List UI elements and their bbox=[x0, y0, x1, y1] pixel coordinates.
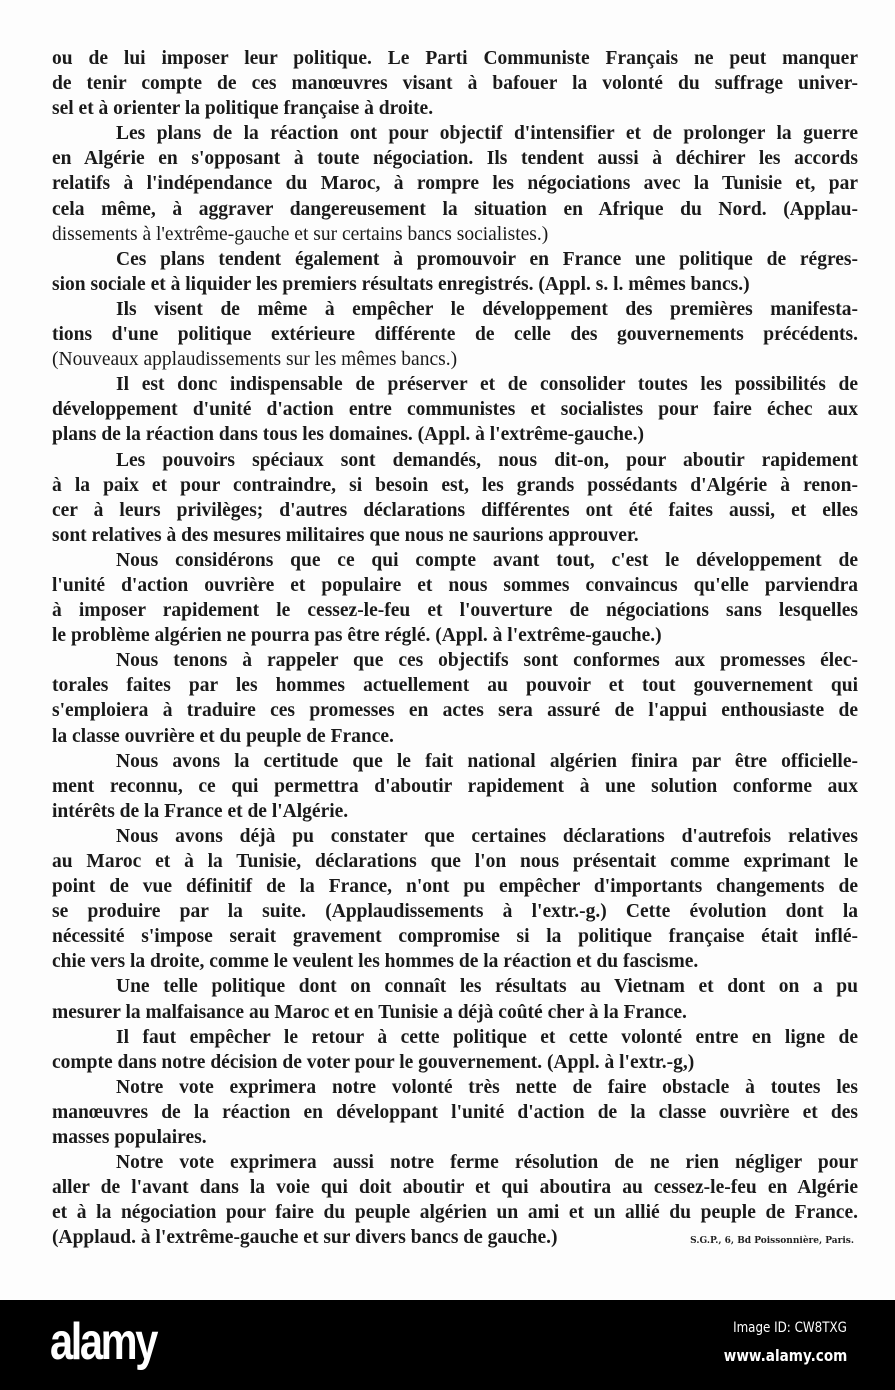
text-line-content: intérêts de la France et de l'Algérie. bbox=[52, 800, 349, 822]
image-id: Image ID: CW8TXG bbox=[733, 1320, 847, 1336]
text-line bbox=[52, 1200, 858, 1225]
text-line bbox=[52, 1025, 858, 1050]
text-line bbox=[52, 824, 858, 849]
text-line-content: nécessité s'impose serait gravement compromise si la politique française était inflé- bbox=[52, 926, 858, 948]
text-line-content: la classe ouvrière et du peuple de France. bbox=[52, 725, 394, 747]
text-line bbox=[52, 523, 858, 548]
text-line-content: cer à leurs privilèges; d'autres déclarations différentes ont été faites aussi, et elles bbox=[52, 499, 858, 521]
text-line bbox=[52, 146, 858, 171]
text-line bbox=[52, 422, 858, 447]
text-line bbox=[52, 1050, 858, 1075]
text-line-content: chie vers la droite, comme le veulent les hommes de la réaction et du fascisme. bbox=[52, 951, 699, 973]
text-line bbox=[52, 749, 858, 774]
text-line bbox=[52, 1125, 858, 1150]
closing-line bbox=[52, 1225, 858, 1250]
text-line bbox=[52, 71, 858, 96]
text-line bbox=[52, 272, 858, 297]
text-line-content: Ils visent de même à empêcher le développement des premières manifesta- bbox=[116, 298, 858, 320]
text-line-content: masses populaires. bbox=[52, 1127, 207, 1149]
text-line bbox=[52, 799, 858, 824]
document-body bbox=[52, 46, 858, 1251]
text-line bbox=[52, 121, 858, 146]
text-line bbox=[52, 372, 858, 397]
text-line bbox=[52, 46, 858, 71]
text-line-content: Les pouvoirs spéciaux sont demandés, nous dit-on, pour aboutir rapidement bbox=[116, 449, 858, 471]
text-line-content: torales faites par les hommes actuellement au pouvoir et tout gouvernement qui bbox=[52, 675, 858, 697]
text-line-content: à la paix et pour contraindre, si besoin est, les grands possédants d'Algérie à renon- bbox=[52, 474, 858, 496]
watermark-bar bbox=[0, 1300, 895, 1390]
text-line bbox=[52, 397, 858, 422]
text-line bbox=[52, 548, 858, 573]
text-line bbox=[52, 598, 858, 623]
text-line-content: sel et à orienter la politique française à droite. bbox=[52, 98, 434, 120]
text-line-content: Nous tenons à rappeler que ces objectifs sont conformes aux promesses élec- bbox=[116, 650, 858, 672]
text-line bbox=[52, 222, 858, 247]
text-line-content: l'unité d'action ouvrière et populaire et nous sommes convaincus qu'elle parviendra bbox=[52, 574, 858, 596]
text-line-content: mesurer la malfaisance au Maroc et en Tunisie a déjà coûté cher à la France. bbox=[52, 1001, 687, 1023]
text-line bbox=[52, 347, 858, 372]
text-line-content: Notre vote exprimera notre volonté très nette de faire obstacle à toutes les bbox=[116, 1076, 858, 1098]
text-line-content: aller de l'avant dans la voie qui doit aboutir et qui aboutira au cessez-le-feu en Algérie bbox=[52, 1177, 858, 1199]
text-line-content: (Nouveaux applaudissements sur les mêmes bancs.) bbox=[52, 349, 458, 371]
text-line-content: Les plans de la réaction ont pour objectif d'intensifier et de prolonger la guerre bbox=[116, 123, 858, 145]
text-line bbox=[52, 322, 858, 347]
text-line bbox=[52, 974, 858, 999]
text-line-content: compte dans notre décision de voter pour le gouvernement. (Appl. à l'extr.-g,) bbox=[52, 1051, 695, 1073]
alamy-logo: alamy bbox=[50, 1313, 156, 1371]
text-line-content: à imposer rapidement le cessez-le-feu et l'ouverture de négociations sans lesquelles bbox=[52, 600, 858, 622]
text-line bbox=[52, 573, 858, 598]
text-line-content: manœuvres de la réaction en développant l'unité d'action de la classe ouvrière et des bbox=[52, 1101, 858, 1123]
text-line-content: plans de la réaction dans tous les domaines. (Appl. à l'extrême-gauche.) bbox=[52, 424, 645, 446]
text-line bbox=[52, 949, 858, 974]
text-line-content: et à la négociation pour faire du peuple algérien un ami et un allié du peuple de France. bbox=[52, 1202, 858, 1224]
text-line bbox=[52, 197, 858, 222]
text-line bbox=[52, 623, 858, 648]
text-line bbox=[52, 648, 858, 673]
text-line-content: Nous considérons que ce qui compte avant tout, c'est le développement de bbox=[116, 549, 858, 571]
text-line bbox=[52, 924, 858, 949]
text-line bbox=[52, 473, 858, 498]
text-line bbox=[52, 96, 858, 121]
text-line bbox=[52, 247, 858, 272]
text-line-content: Notre vote exprimera aussi notre ferme résolution de ne rien négliger pour bbox=[116, 1152, 858, 1174]
text-line bbox=[52, 1100, 858, 1125]
text-line-content: Nous avons la certitude que le fait national algérien finira par être officielle- bbox=[116, 750, 858, 772]
text-line-content: Une telle politique dont on connaît les résultats au Vietnam et dont on a pu bbox=[116, 976, 858, 998]
text-line-content: ment reconnu, ce qui permettra d'aboutir rapidement à une solution conforme aux bbox=[52, 775, 858, 797]
text-line bbox=[52, 849, 858, 874]
text-line-content: relatifs à l'indépendance du Maroc, à rompre les négociations avec la Tunisie et, par bbox=[52, 173, 858, 195]
text-line-content: sion sociale et à liquider les premiers résultats enregistrés. (Appl. s. l. mêmes bancs.) bbox=[52, 273, 750, 295]
text-line-content: dissements à l'extrême-gauche et sur certains bancs socialistes.) bbox=[52, 223, 549, 245]
text-line-content: de tenir compte de ces manœuvres visant à bafouer la volonté du suffrage univer- bbox=[52, 73, 858, 95]
text-line bbox=[52, 874, 858, 899]
text-line bbox=[52, 698, 858, 723]
text-line-content: point de vue définitif de la France, n'ont pu empêcher d'importants changements de bbox=[52, 876, 858, 898]
text-line-content: Nous avons déjà pu constater que certaines déclarations d'autrefois relatives bbox=[116, 825, 858, 847]
text-line bbox=[52, 899, 858, 924]
text-line bbox=[52, 1175, 858, 1200]
site-url: www.alamy.com bbox=[723, 1346, 847, 1365]
text-line-content: s'emploiera à traduire ces promesses en actes sera assuré de l'appui enthousiaste de bbox=[52, 700, 858, 722]
text-line bbox=[52, 1075, 858, 1100]
text-line bbox=[52, 1150, 858, 1175]
text-line-content: au Maroc et à la Tunisie, déclarations que l'on nous présentait comme exprimant le bbox=[52, 851, 858, 872]
text-line-content: Il faut empêcher le retour à cette politique et cette volonté entre en ligne de bbox=[116, 1026, 858, 1048]
text-line-content: tions d'une politique extérieure différente de celle des gouvernements précédents. bbox=[52, 324, 858, 346]
text-line-content: en Algérie en s'opposant à toute négociation. Ils tendent aussi à déchirer les accords bbox=[52, 148, 858, 170]
text-line-content: développement d'unité d'action entre communistes et socialistes pour faire échec aux bbox=[52, 399, 858, 421]
text-line-content: sont relatives à des mesures militaires que nous ne saurions approuver. bbox=[52, 524, 639, 546]
text-line bbox=[52, 673, 858, 698]
text-line bbox=[52, 774, 858, 799]
text-line bbox=[52, 1000, 858, 1025]
text-line-content: se produire par la suite. (Applaudissements à l'extr.-g.) Cette évolution dont la bbox=[52, 901, 858, 923]
text-line bbox=[52, 498, 858, 523]
text-line-content: cela même, à aggraver dangereusement la situation en Afrique du Nord. (Applau- bbox=[52, 198, 858, 220]
closing-applause: (Applaud. à l'extrême-gauche et sur divers bancs de gauche.) bbox=[52, 1227, 558, 1249]
text-line-content: le problème algérien ne pourra pas être réglé. (Appl. à l'extrême-gauche.) bbox=[52, 625, 662, 647]
text-line bbox=[52, 448, 858, 473]
text-line bbox=[52, 171, 858, 196]
text-line-content: Ces plans tendent également à promouvoir en France une politique de régres- bbox=[116, 248, 858, 270]
printer-imprint: S.G.P., 6, Bd Poissonnière, Paris. bbox=[690, 1236, 854, 1247]
text-line-content: ou de lui imposer leur politique. Le Parti Communiste Français ne peut manquer bbox=[52, 48, 858, 69]
text-line bbox=[52, 724, 858, 749]
text-line bbox=[52, 297, 858, 322]
text-line-content: Il est donc indispensable de préserver et de consolider toutes les possibilités de bbox=[116, 374, 858, 396]
